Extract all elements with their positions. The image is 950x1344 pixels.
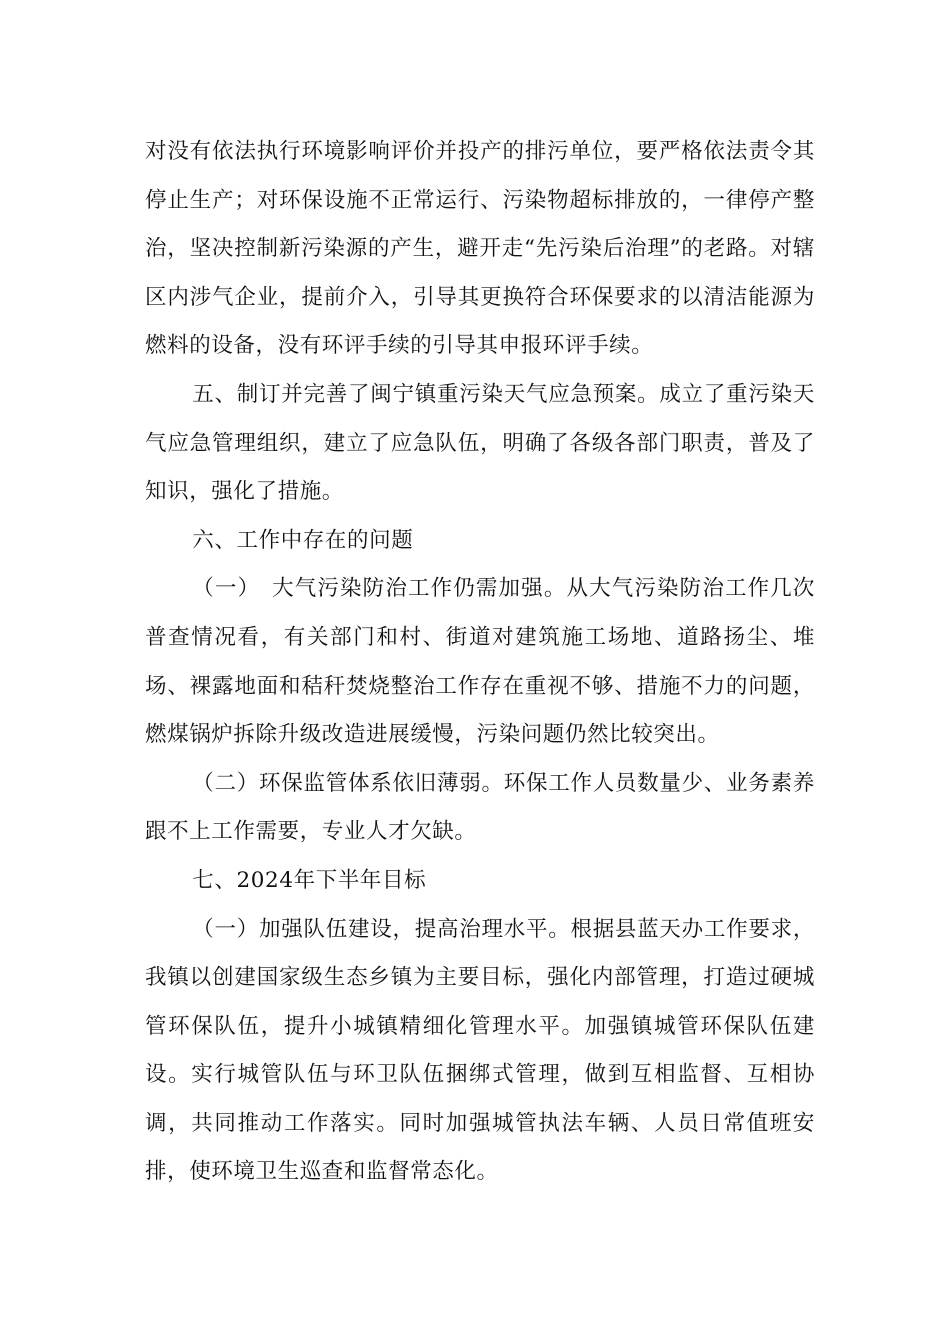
paragraph-2-section-five: 五、制订并完善了闽宁镇重污染天气应急预案。成立了重污染天气应急管理组织，建立了应急队伍，明确了各级各部门职责，普及了知识，强化了措施。 [145, 381, 815, 505]
heading-section-seven: 七、2024年下半年目标 [192, 867, 427, 893]
paragraph-1: 对没有依法执行环境影响评价并投产的排污单位，要严格依法责令其停止生产；对环保设施不正常运行、污染物超标排放的，一律停产整治，坚决控制新污染源的产生，避开走“先污染后治理”的老路。对辖区内涉气企业，提前介入，引导其更换符合环保要求的以清洁能源为燃料的设备，没有环评手续的引导其申报环评手续。 [145, 139, 815, 359]
paragraph-7-item-one: （一）加强队伍建设，提高治理水平。根据县蓝天办工作要求，我镇以创建国家级生态乡镇为主要目标，强化内部管理，打造过硬城管环保队伍，提升小城镇精细化管理水平。加强镇城管环保队伍建设。实行城管队伍与环卫队伍捆绑式管理，做到互相监督、互相协调，共同推动工作落实。同时加强城管执法车辆、人员日常值班安排，使环境卫生巡查和监督常态化。 [145, 916, 815, 1185]
paragraph-5-item-two: （二）环保监管体系依旧薄弱。环保工作人员数量少、业务素养跟不上工作需要，专业人才欠缺。 [145, 770, 815, 845]
document-body [145, 128, 815, 1197]
paragraph-4-item-one: （一） 大气污染防治工作仍需加强。从大气污染防治工作几次普查情况看，有关部门和村、街道对建筑施工场地、道路扬尘、堆场、裸露地面和秸秆焚烧整治工作存在重视不够、措施不力的问题，燃煤锅炉拆除升级改造进展缓慢，污染问题仍然比较突出。 [145, 576, 815, 748]
heading-section-six: 六、工作中存在的问题 [192, 527, 414, 553]
